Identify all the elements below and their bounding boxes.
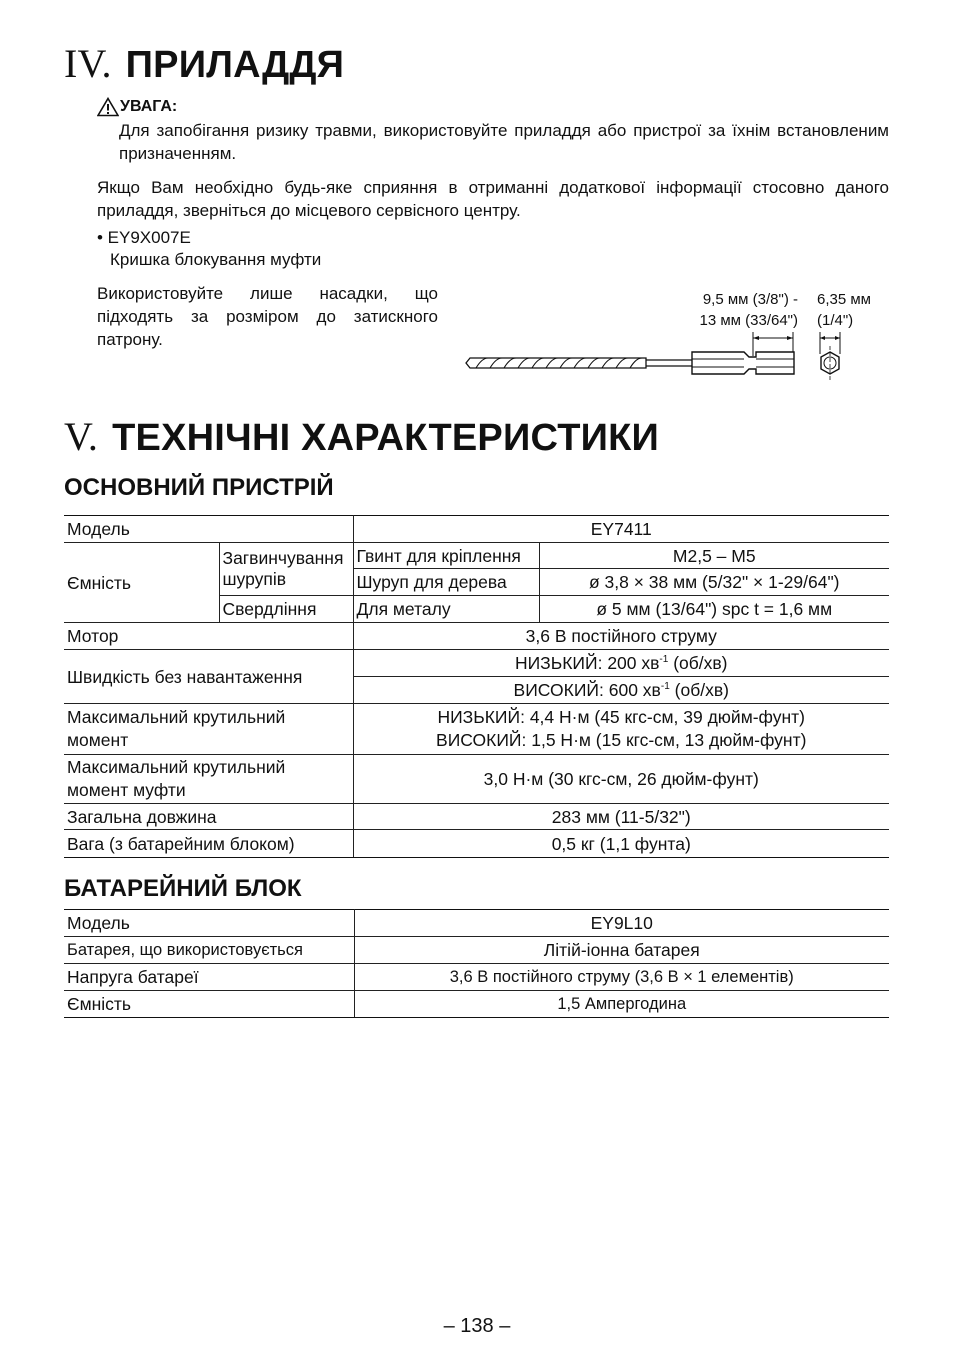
table-cell-label: Швидкість без навантаження	[64, 650, 353, 704]
table-row	[64, 704, 889, 755]
battery-spec-table	[64, 909, 889, 1018]
dimension-label-length: 9,5 мм (3/8") - 13 мм (33/64")	[699, 291, 798, 329]
table-cell-value: ВИСОКИЙ: 600 $хв^{-1}$ (об/хв)	[353, 677, 889, 704]
table-cell-label: Свердління	[219, 596, 353, 623]
section-numeral: IV.	[64, 41, 112, 86]
table-cell-label: Модель	[64, 910, 354, 937]
table-cell-label: Напруга батареї	[64, 964, 354, 991]
table-row	[64, 830, 889, 858]
warning-text: Для запобігання ризику травми, використовуйте приладдя або пристрої за їхнім встановленим призначенням.	[119, 121, 889, 163]
table-cell-value: EY9L10	[354, 910, 889, 937]
page-number: – 138 –	[443, 1315, 511, 1337]
table-cell-label: Ємність	[64, 543, 219, 623]
table-cell-value: 283 мм (11-5/32")	[353, 804, 889, 830]
table-cell-value: 3,6 В постійного струму	[353, 623, 889, 650]
info-text: Якщо Вам необхідно будь-яке сприяння в отриманні додаткової інформації стосовно даного приладдя, зверніться до місцевого сервісного центру.	[97, 178, 889, 220]
table-cell-value: EY7411	[353, 516, 889, 543]
table-cell-label: Загвинчування шурупів	[219, 543, 353, 596]
section-numeral: V.	[64, 414, 99, 459]
table-cell-value: ø 3,8 × 38 мм (5/32" × 1-29/64")	[539, 569, 889, 596]
table-cell-value: 3,6 В постійного струму (3,6 В × 1 елементів)	[354, 964, 889, 991]
main-unit-heading: ОСНОВНИЙ ПРИСТРІЙ	[64, 474, 334, 501]
table-row	[64, 991, 889, 1018]
drill-bit-illustration	[460, 326, 860, 386]
table-cell-label: Вага (з батарейним блоком)	[64, 830, 353, 858]
table-cell-label: Для металу	[353, 596, 539, 623]
table-cell-label: Шуруп для дерева	[353, 569, 539, 596]
table-row	[64, 937, 889, 964]
warning-label: УВАГА:	[120, 98, 178, 115]
table-cell-value: НИЗЬКИЙ: 200 $хв^{-1}$ (об/хв)	[353, 650, 889, 677]
table-cell-value: M2,5 – M5	[539, 543, 889, 569]
table-cell-value: 3,0 Н·м (30 кгс-см, 26 дюйм-фунт)	[353, 755, 889, 804]
table-cell-label: Гвинт для кріплення	[353, 543, 539, 569]
item-name: Кришка блокування муфти	[110, 250, 322, 269]
table-cell-label: Загальна довжина	[64, 804, 353, 830]
table-row	[64, 804, 889, 830]
battery-heading: БАТАРЕЙНИЙ БЛОК	[64, 875, 302, 902]
section-heading-accessories	[64, 42, 344, 87]
table-row	[64, 543, 889, 569]
table-cell-label: Мотор	[64, 623, 353, 650]
section-title: ТЕХНІЧНІ ХАРАКТЕРИСТИКИ	[112, 417, 660, 459]
table-row	[64, 623, 889, 650]
table-row	[64, 516, 889, 543]
section-heading-specifications	[64, 415, 659, 460]
bits-note: Використовуйте лише насадки, що підходять за розміром до затискного патрону.	[97, 284, 438, 349]
table-row	[64, 755, 889, 804]
table-cell-value: НИЗЬКИЙ: 4,4 Н·м (45 кгс-см, 39 дюйм-фунт) ВИСОКИЙ: 1,5 Н·м (15 кгс-см, 13 дюйм-фунт)	[353, 704, 889, 755]
table-row	[64, 964, 889, 991]
table-cell-label: Максимальний крутильний момент	[64, 704, 353, 755]
table-cell-label: Батарея, що використовується	[64, 937, 354, 964]
warning-icon	[97, 97, 119, 117]
table-row	[64, 650, 889, 677]
dimension-label-hex: 6,35 мм (1/4")	[817, 291, 871, 329]
table-cell-label: Модель	[64, 516, 353, 543]
table-cell-value: 1,5 Ампергодина	[354, 991, 889, 1018]
table-cell-value: Літій-іонна батарея	[354, 937, 889, 964]
table-cell-value: ø 5 мм (13/64") spc t = 1,6 мм	[539, 596, 889, 623]
table-row	[64, 910, 889, 937]
main-unit-spec-table	[64, 515, 889, 858]
table-cell-value: 0,5 кг (1,1 фунта)	[353, 830, 889, 858]
table-cell-label: Максимальний крутильний момент муфти	[64, 755, 353, 804]
section-title: ПРИЛАДДЯ	[125, 44, 345, 86]
warning-heading	[97, 97, 177, 117]
table-cell-label: Ємність	[64, 991, 354, 1018]
item-code: • EY9X007E	[97, 228, 191, 247]
